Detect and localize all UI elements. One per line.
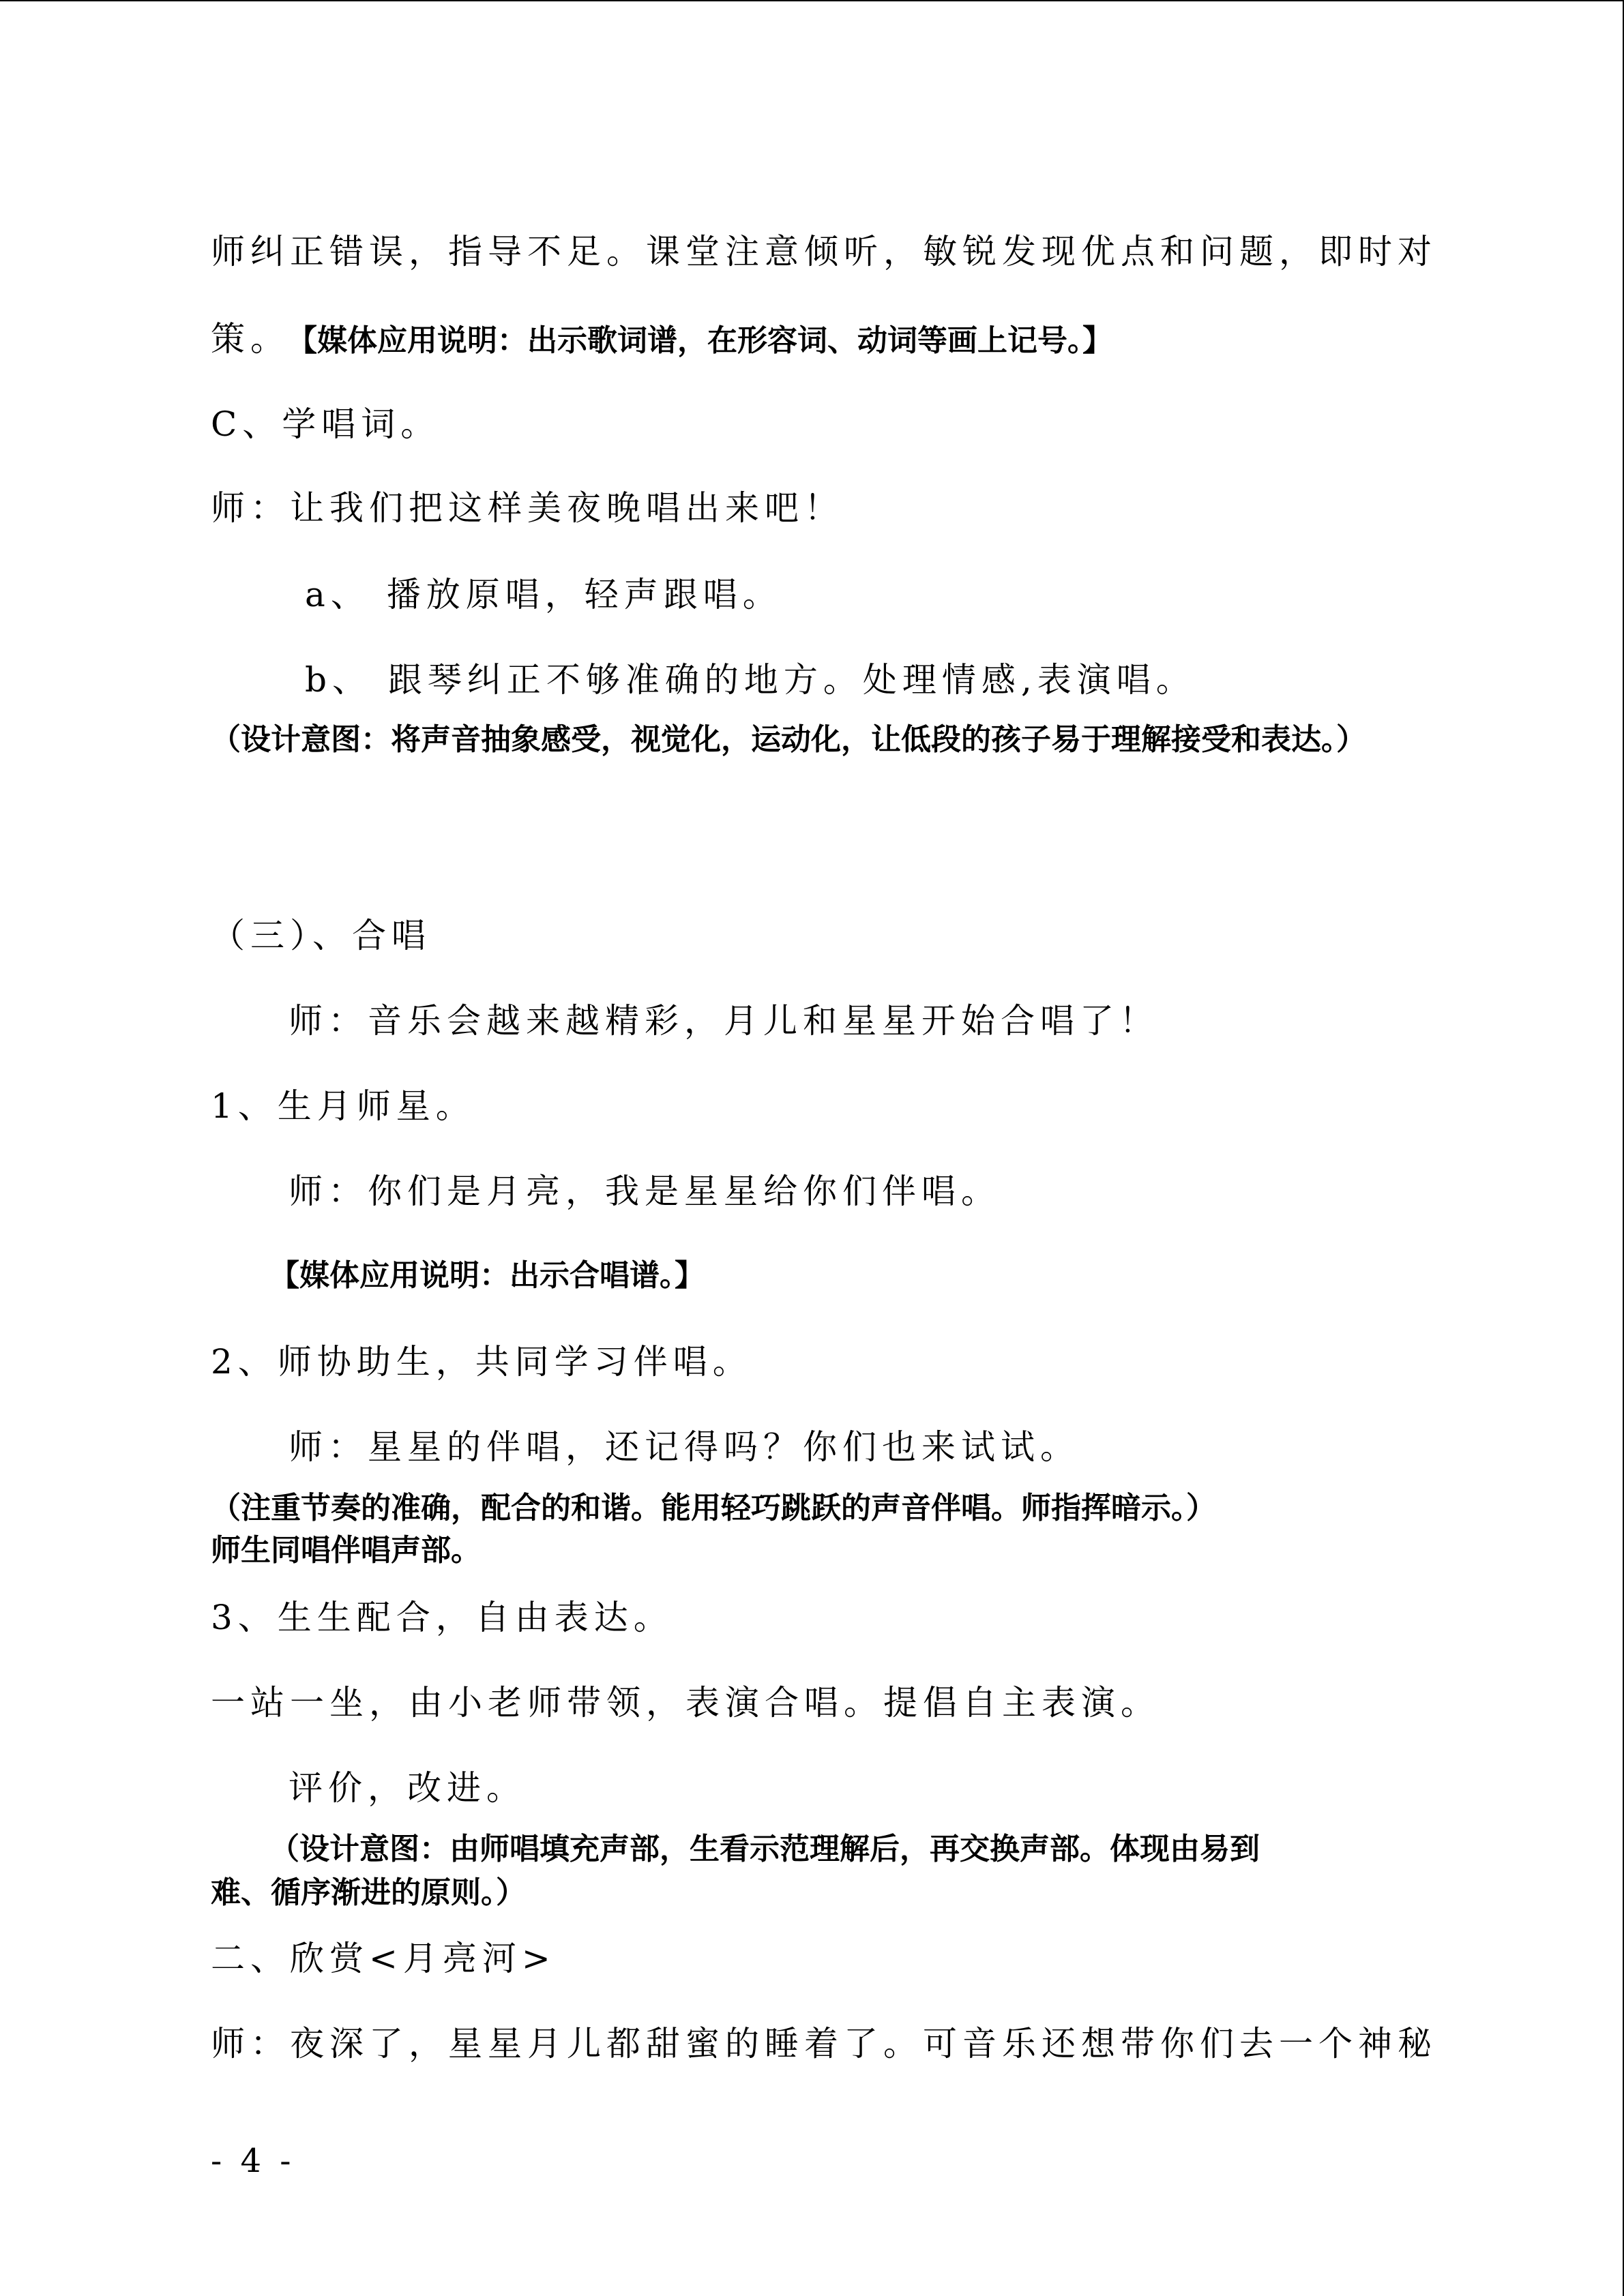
design-intent-2b: 难、循序渐进的原则。） <box>211 1875 526 1910</box>
design-intent-1: （设计意图：将声音抽象感受，视觉化，运动化，让低段的孩子易于理解接受和表达。） <box>211 722 1366 757</box>
step-2: 2、师协助生，共同学习伴唱。 <box>211 1342 752 1382</box>
paragraph-line-2 <box>211 319 1112 359</box>
subheading-learn-lyrics: C、学唱词。 <box>211 404 441 444</box>
media-note-1: 【媒体应用说明：出示歌词谱，在形容词、动词等画上记号。】 <box>302 323 1112 358</box>
media-note-2: 【媒体应用说明：出示合唱谱。】 <box>269 1258 705 1293</box>
step-1: 1、生月师星。 <box>211 1086 475 1126</box>
teacher-line-3: 师：你们是月亮，我是星星给你们伴唱。 <box>289 1172 1001 1211</box>
list-item-b: b、 跟琴纠正不够准确的地方。处理情感,表演唱。 <box>305 660 1196 700</box>
teacher-line-5: 师：夜深了，星星月儿都甜蜜的睡着了。可音乐还想带你们去一个神秘 <box>211 2024 1437 2063</box>
evaluation-line: 评价，改进。 <box>289 1768 526 1808</box>
step-3: 3、生生配合，自由表达。 <box>211 1598 673 1637</box>
teacher-line-2: 师：音乐会越来越精彩，月儿和星星开始合唱了！ <box>289 1001 1159 1041</box>
performance-line: 一站一坐，由小老师带领，表演合唱。提倡自主表演。 <box>211 1683 1160 1723</box>
note-rhythm: （注重节奏的准确，配合的和谐。能用轻巧跳跃的声音伴唱。师指挥暗示。） <box>211 1491 1216 1525</box>
page-number: - 4 - <box>211 2142 295 2180</box>
list-item-a: a、 播放原唱，轻声跟唱。 <box>305 575 782 614</box>
note-sing-together: 师生同唱伴唱声部。 <box>211 1533 481 1568</box>
paragraph-line-1: 师纠正错误，指导不足。课堂注意倾听，敏锐发现优点和问题，即时对 <box>211 232 1437 271</box>
section-heading-appreciation: 二、欣赏<月亮河> <box>211 1939 556 1978</box>
section-heading-chorus: （三）、合唱 <box>211 916 431 955</box>
teacher-line-1: 师：让我们把这样美夜晚唱出来吧！ <box>211 488 844 528</box>
line-2-text: 策。 <box>211 319 290 359</box>
teacher-line-4: 师：星星的伴唱，还记得吗？你们也来试试。 <box>289 1427 1080 1467</box>
design-intent-2a: （设计意图：由师唱填充声部，生看示范理解后，再交换声部。体现由易到 <box>269 1832 1260 1866</box>
